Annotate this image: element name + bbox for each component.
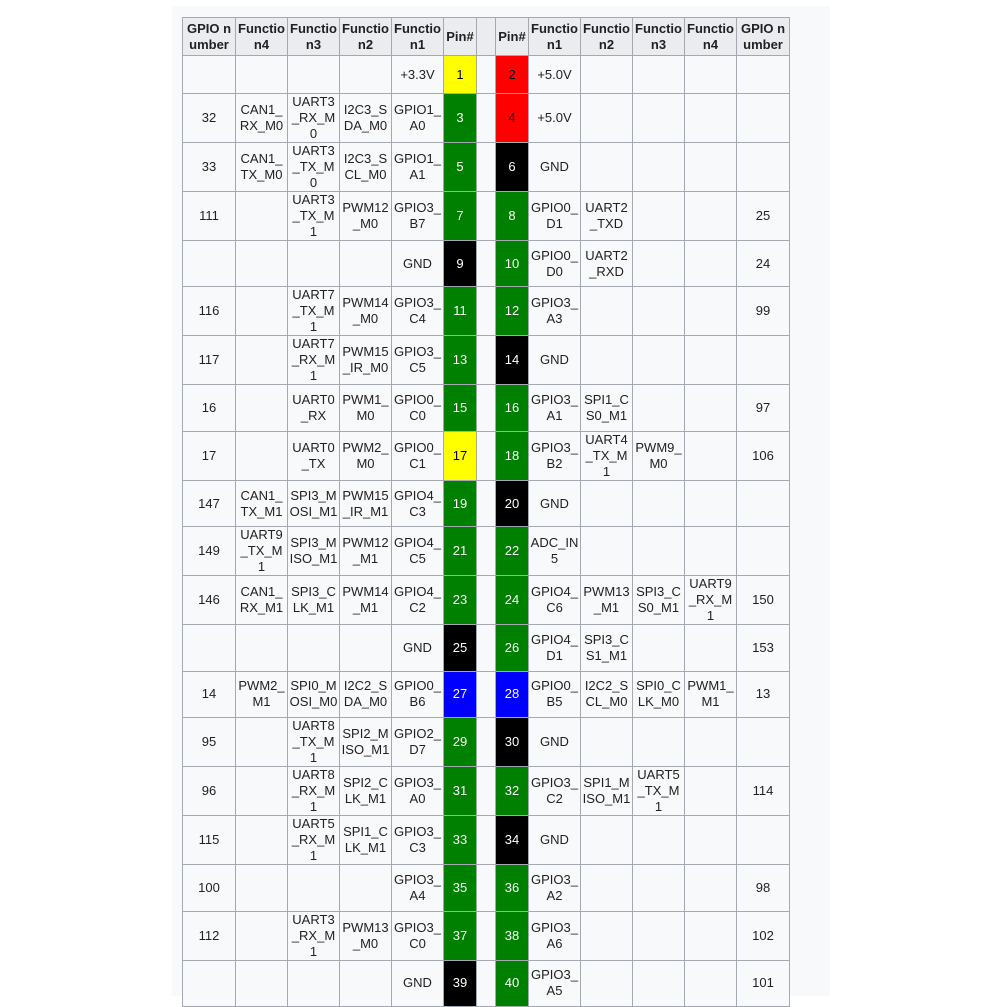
pin-left-cell: 3 [444,94,477,143]
header-pin-right: Pin# [496,18,529,56]
function3-left-cell: SPI3_CLK_M1 [288,576,340,625]
spacer-cell [477,865,496,911]
gpio-number-right-cell: 102 [737,911,790,960]
function1-left-cell: GND [392,241,444,287]
function1-right-cell: GPIO3_A1 [529,385,581,431]
function1-left-cell: GPIO3_B7 [392,192,444,241]
header-function3-right: Function3 [633,18,685,56]
function2-left-cell: PWM15_IR_M0 [340,336,392,385]
function2-right-cell: SPI1_MISO_M1 [581,767,633,816]
function4-left-cell [236,385,288,431]
function1-left-cell: GPIO1_A1 [392,143,444,192]
function4-left-cell [236,287,288,336]
function1-right-cell: GND [529,480,581,526]
function3-right-cell [633,527,685,576]
function4-right-cell [685,385,737,431]
table-row [183,816,790,865]
function1-left-cell: GPIO0_C0 [392,385,444,431]
spacer-cell [477,94,496,143]
gpio-number-left-cell: 95 [183,718,236,767]
pin-left-cell: 7 [444,192,477,241]
pin-right-cell: 2 [496,56,529,94]
gpio-number-right-cell: 98 [737,865,790,911]
header-function4-left: Function4 [236,18,288,56]
function4-right-cell [685,718,737,767]
function3-left-cell: UART7_TX_M1 [288,287,340,336]
function2-left-cell: I2C2_SDA_M0 [340,671,392,717]
function1-left-cell: GPIO3_A4 [392,865,444,911]
function1-left-cell: GPIO0_B6 [392,671,444,717]
function4-right-cell [685,431,737,480]
function3-left-cell: UART5_RX_M1 [288,816,340,865]
pin-right-cell: 30 [496,718,529,767]
function3-left-cell: UART0_TX [288,431,340,480]
function4-left-cell [236,718,288,767]
function1-right-cell: GND [529,143,581,192]
function3-right-cell [633,192,685,241]
function3-right-cell [633,865,685,911]
gpio-number-left-cell: 32 [183,94,236,143]
pin-right-cell: 10 [496,241,529,287]
function4-left-cell [236,816,288,865]
function2-right-cell [581,718,633,767]
spacer-cell [477,718,496,767]
function4-right-cell [685,287,737,336]
spacer-cell [477,287,496,336]
function2-left-cell [340,865,392,911]
function4-left-cell: CAN1_RX_M1 [236,576,288,625]
function3-left-cell: SPI3_MOSI_M1 [288,480,340,526]
gpio-number-right-cell: 25 [737,192,790,241]
function4-right-cell [685,480,737,526]
table-row [183,767,790,816]
pin-left-cell: 11 [444,287,477,336]
function2-left-cell: SPI1_CLK_M1 [340,816,392,865]
function2-left-cell [340,56,392,94]
pin-left-cell: 1 [444,56,477,94]
function3-right-cell: PWM9_M0 [633,431,685,480]
pin-left-cell: 29 [444,718,477,767]
function4-right-cell [685,911,737,960]
function4-left-cell: CAN1_RX_M0 [236,94,288,143]
function2-left-cell: SPI2_CLK_M1 [340,767,392,816]
gpio-number-right-cell [737,816,790,865]
gpio-number-left-cell: 117 [183,336,236,385]
function1-right-cell: GPIO3_B2 [529,431,581,480]
pin-left-cell: 35 [444,865,477,911]
table-row [183,480,790,526]
function2-right-cell [581,56,633,94]
table-row [183,625,790,671]
pin-right-cell: 14 [496,336,529,385]
function1-left-cell: GPIO4_C2 [392,576,444,625]
spacer-cell [477,911,496,960]
spacer-cell [477,576,496,625]
function3-right-cell [633,385,685,431]
function3-left-cell: UART8_TX_M1 [288,718,340,767]
function3-right-cell [633,911,685,960]
function3-left-cell: UART7_RX_M1 [288,336,340,385]
function2-left-cell: PWM1_M0 [340,385,392,431]
gpio-number-right-cell: 114 [737,767,790,816]
function4-left-cell: CAN1_TX_M1 [236,480,288,526]
function3-left-cell: UART8_RX_M1 [288,767,340,816]
table-row [183,241,790,287]
table-row [183,527,790,576]
gpio-number-left-cell: 16 [183,385,236,431]
function2-right-cell [581,336,633,385]
function2-right-cell: UART2_TXD [581,192,633,241]
pin-right-cell: 4 [496,94,529,143]
pin-right-cell: 18 [496,431,529,480]
function1-right-cell: GPIO0_D1 [529,192,581,241]
gpio-number-right-cell: 13 [737,671,790,717]
function2-left-cell [340,625,392,671]
function3-left-cell: UART3_RX_M1 [288,911,340,960]
header-function2-left: Function2 [340,18,392,56]
gpio-number-right-cell: 153 [737,625,790,671]
function4-right-cell [685,241,737,287]
header-function3-left: Function3 [288,18,340,56]
gpio-number-right-cell [737,718,790,767]
function3-right-cell: SPI0_CLK_M0 [633,671,685,717]
pin-left-cell: 15 [444,385,477,431]
function3-left-cell: SPI0_MOSI_M0 [288,671,340,717]
function3-left-cell [288,241,340,287]
gpio-number-right-cell [737,94,790,143]
function4-right-cell [685,816,737,865]
function4-right-cell [685,625,737,671]
gpio-number-left-cell: 96 [183,767,236,816]
header-function1-left: Function1 [392,18,444,56]
table-row [183,911,790,960]
table-row [183,865,790,911]
function3-right-cell [633,960,685,1006]
pin-left-cell: 21 [444,527,477,576]
function4-left-cell: PWM2_M1 [236,671,288,717]
function1-right-cell: GPIO3_A5 [529,960,581,1006]
function4-right-cell [685,94,737,143]
function3-left-cell [288,960,340,1006]
table-row [183,718,790,767]
spacer-cell [477,767,496,816]
gpio-number-left-cell [183,625,236,671]
gpio-number-left-cell: 115 [183,816,236,865]
gpio-number-right-cell: 24 [737,241,790,287]
function2-right-cell: UART2_RXD [581,241,633,287]
header-spacer [477,18,496,56]
function2-left-cell: PWM12_M0 [340,192,392,241]
table-row [183,576,790,625]
function3-left-cell: UART3_TX_M1 [288,192,340,241]
function2-right-cell [581,527,633,576]
pin-left-cell: 37 [444,911,477,960]
gpio-number-left-cell [183,56,236,94]
table-row [183,960,790,1006]
function3-right-cell [633,336,685,385]
pin-left-cell: 39 [444,960,477,1006]
function3-right-cell [633,94,685,143]
pin-right-cell: 34 [496,816,529,865]
function3-left-cell: UART0_RX [288,385,340,431]
spacer-cell [477,336,496,385]
function4-right-cell: PWM1_M1 [685,671,737,717]
function3-right-cell [633,241,685,287]
function1-right-cell: ADC_IN5 [529,527,581,576]
function1-right-cell: GPIO0_B5 [529,671,581,717]
function1-right-cell: GPIO3_A6 [529,911,581,960]
function2-right-cell [581,960,633,1006]
function2-right-cell [581,94,633,143]
pin-right-cell: 38 [496,911,529,960]
function4-left-cell [236,192,288,241]
gpio-number-left-cell: 112 [183,911,236,960]
function2-left-cell [340,241,392,287]
spacer-cell [477,671,496,717]
function4-left-cell [236,431,288,480]
gpio-number-left-cell: 14 [183,671,236,717]
function4-left-cell [236,865,288,911]
pin-right-cell: 22 [496,527,529,576]
function4-left-cell [236,911,288,960]
function3-left-cell: SPI3_MISO_M1 [288,527,340,576]
pin-left-cell: 5 [444,143,477,192]
spacer-cell [477,431,496,480]
gpio-number-left-cell: 111 [183,192,236,241]
function2-right-cell [581,816,633,865]
gpio-number-right-cell [737,336,790,385]
function4-right-cell [685,143,737,192]
function2-right-cell: PWM13_M1 [581,576,633,625]
spacer-cell [477,480,496,526]
header-function4-right: Function4 [685,18,737,56]
function1-right-cell: +5.0V [529,56,581,94]
function3-right-cell [633,480,685,526]
pin-left-cell: 13 [444,336,477,385]
function2-right-cell [581,865,633,911]
function1-right-cell: GPIO3_A3 [529,287,581,336]
function1-left-cell: GPIO3_C3 [392,816,444,865]
spacer-cell [477,527,496,576]
function4-left-cell [236,767,288,816]
function3-right-cell: UART5_TX_M1 [633,767,685,816]
function1-right-cell: GPIO4_C6 [529,576,581,625]
pin-right-cell: 24 [496,576,529,625]
function3-left-cell [288,56,340,94]
table-row [183,671,790,717]
gpio-number-right-cell: 101 [737,960,790,1006]
gpio-number-right-cell: 106 [737,431,790,480]
gpio-number-right-cell [737,143,790,192]
header-row [183,18,790,56]
function4-right-cell [685,336,737,385]
function4-right-cell: UART9_RX_M1 [685,576,737,625]
function3-right-cell [633,56,685,94]
gpio-number-right-cell: 99 [737,287,790,336]
table-row [183,287,790,336]
function3-left-cell [288,625,340,671]
header-function2-right: Function2 [581,18,633,56]
spacer-cell [477,192,496,241]
function4-right-cell [685,192,737,241]
function1-left-cell: GPIO3_C5 [392,336,444,385]
function2-right-cell [581,143,633,192]
pin-right-cell: 28 [496,671,529,717]
function1-right-cell: GND [529,718,581,767]
function4-left-cell [236,336,288,385]
table-body [183,56,790,1007]
gpio-number-right-cell: 150 [737,576,790,625]
gpio-number-left-cell: 116 [183,287,236,336]
header-function1-right: Function1 [529,18,581,56]
function1-right-cell: GPIO4_D1 [529,625,581,671]
pin-left-cell: 23 [444,576,477,625]
function4-left-cell [236,56,288,94]
pin-right-cell: 32 [496,767,529,816]
table-row [183,56,790,94]
function2-left-cell: SPI2_MISO_M1 [340,718,392,767]
pin-left-cell: 27 [444,671,477,717]
function1-left-cell: GPIO3_A0 [392,767,444,816]
function2-right-cell [581,911,633,960]
function1-right-cell: GPIO0_D0 [529,241,581,287]
pin-right-cell: 12 [496,287,529,336]
spacer-cell [477,625,496,671]
pin-right-cell: 20 [496,480,529,526]
pin-right-cell: 8 [496,192,529,241]
table-row [183,336,790,385]
function2-right-cell: UART4_TX_M1 [581,431,633,480]
function1-left-cell: GND [392,960,444,1006]
pin-right-cell: 16 [496,385,529,431]
function4-right-cell [685,865,737,911]
function4-right-cell [685,767,737,816]
function3-right-cell: SPI3_CS0_M1 [633,576,685,625]
header-gpio-number-left: GPIO number [183,18,236,56]
function2-right-cell: SPI1_CS0_M1 [581,385,633,431]
function2-right-cell: I2C2_SCL_M0 [581,671,633,717]
function2-left-cell: PWM14_M0 [340,287,392,336]
pin-right-cell: 6 [496,143,529,192]
function4-left-cell [236,241,288,287]
table-row [183,143,790,192]
function1-left-cell: GPIO3_C0 [392,911,444,960]
gpio-number-left-cell: 146 [183,576,236,625]
function1-right-cell: GND [529,336,581,385]
function4-left-cell [236,625,288,671]
function4-right-cell [685,527,737,576]
function1-left-cell: GPIO1_A0 [392,94,444,143]
function3-left-cell [288,865,340,911]
pin-left-cell: 19 [444,480,477,526]
function3-right-cell [633,625,685,671]
gpio-number-left-cell: 147 [183,480,236,526]
function3-right-cell [633,718,685,767]
function1-left-cell: GPIO3_C4 [392,287,444,336]
function3-right-cell [633,816,685,865]
function2-left-cell: PWM12_M1 [340,527,392,576]
function1-left-cell: GPIO4_C5 [392,527,444,576]
function3-right-cell [633,287,685,336]
table-row [183,385,790,431]
header-gpio-number-right: GPIO number [737,18,790,56]
function3-right-cell [633,143,685,192]
pin-right-cell: 26 [496,625,529,671]
function4-left-cell: CAN1_TX_M0 [236,143,288,192]
function2-left-cell: I2C3_SCL_M0 [340,143,392,192]
function2-right-cell: SPI3_CS1_M1 [581,625,633,671]
gpio-number-left-cell [183,960,236,1006]
gpio-number-left-cell: 17 [183,431,236,480]
pin-right-cell: 40 [496,960,529,1006]
function1-left-cell: GND [392,625,444,671]
gpio-number-left-cell [183,241,236,287]
function1-left-cell: GPIO2_D7 [392,718,444,767]
function1-right-cell: GPIO3_C2 [529,767,581,816]
function2-left-cell: PWM15_IR_M1 [340,480,392,526]
pin-left-cell: 33 [444,816,477,865]
function2-left-cell: PWM2_M0 [340,431,392,480]
function2-left-cell [340,960,392,1006]
function4-right-cell [685,960,737,1006]
gpio-number-right-cell [737,480,790,526]
gpio-pinout-table [182,17,790,1007]
function3-left-cell: UART3_RX_M0 [288,94,340,143]
header-pin-left: Pin# [444,18,477,56]
gpio-number-left-cell: 33 [183,143,236,192]
gpio-number-right-cell: 97 [737,385,790,431]
spacer-cell [477,816,496,865]
pin-right-cell: 36 [496,865,529,911]
function2-right-cell [581,287,633,336]
function4-right-cell [685,56,737,94]
gpio-number-right-cell [737,56,790,94]
function2-left-cell: PWM13_M0 [340,911,392,960]
spacer-cell [477,385,496,431]
function1-left-cell: GPIO4_C3 [392,480,444,526]
gpio-number-left-cell: 100 [183,865,236,911]
gpio-number-left-cell: 149 [183,527,236,576]
function1-right-cell: +5.0V [529,94,581,143]
function2-left-cell: PWM14_M1 [340,576,392,625]
gpio-number-right-cell [737,527,790,576]
spacer-cell [477,143,496,192]
function1-right-cell: GPIO3_A2 [529,865,581,911]
function4-left-cell [236,960,288,1006]
function2-left-cell: I2C3_SDA_M0 [340,94,392,143]
table-row [183,94,790,143]
function3-left-cell: UART3_TX_M0 [288,143,340,192]
pin-left-cell: 31 [444,767,477,816]
pin-left-cell: 9 [444,241,477,287]
function1-left-cell: GPIO0_C1 [392,431,444,480]
table-row [183,192,790,241]
table-row [183,431,790,480]
function4-left-cell: UART9_TX_M1 [236,527,288,576]
spacer-cell [477,56,496,94]
function1-right-cell: GND [529,816,581,865]
pin-left-cell: 25 [444,625,477,671]
function2-right-cell [581,480,633,526]
spacer-cell [477,960,496,1006]
spacer-cell [477,241,496,287]
function1-left-cell: +3.3V [392,56,444,94]
pin-left-cell: 17 [444,431,477,480]
